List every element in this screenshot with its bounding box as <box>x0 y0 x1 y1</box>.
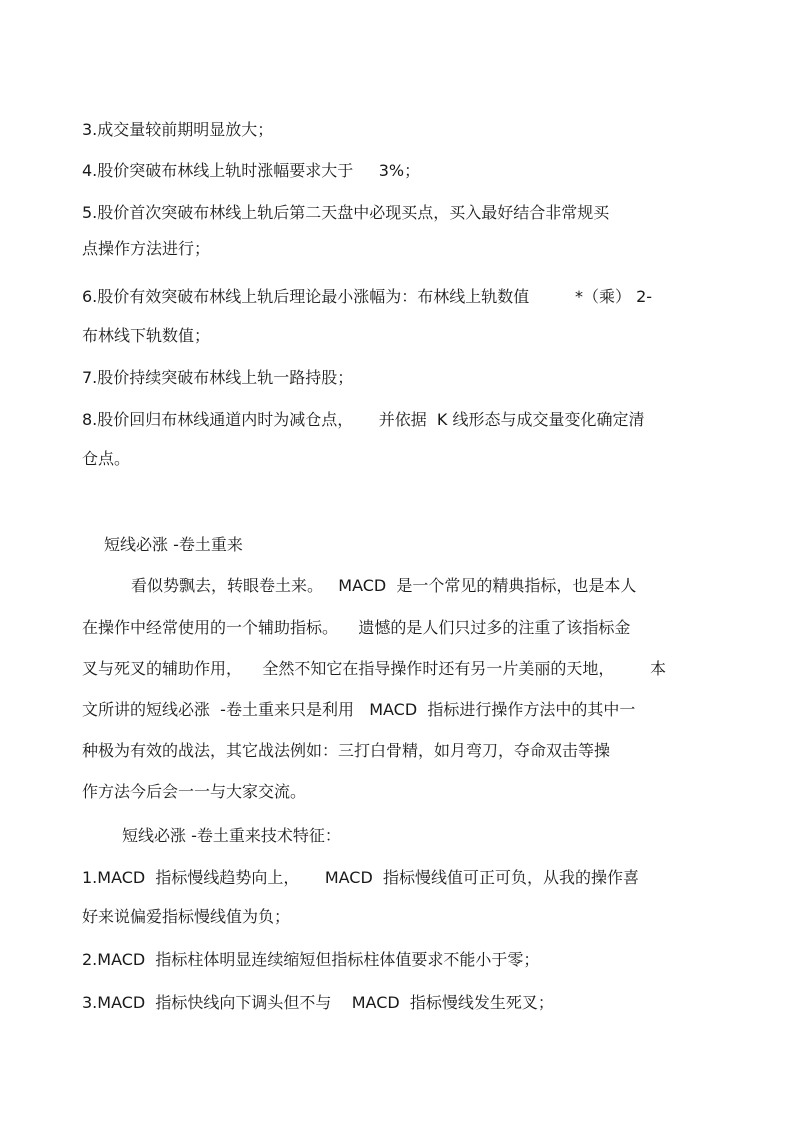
feature-3: 3.MACD 指标快线向下调头但不与 MACD 指标慢线发生死叉； <box>82 993 554 1012</box>
paragraph-line: 文所讲的短线必涨 -卷土重来只是利用 MACD 指标进行操作方法中的其中一 <box>82 700 636 719</box>
feature-1-line1: 1.MACD 指标慢线趋势向上， MACD 指标慢线值可正可负，从我的操作喜 <box>82 868 639 887</box>
list-item-5-line2: 点操作方法进行； <box>82 239 211 258</box>
list-item-4: 4.股价突破布林线上轨时涨幅要求大于 3%； <box>82 161 421 180</box>
paragraph-line: 叉与死叉的辅助作用， 全然不知它在指导操作时还有另一片美丽的天地， 本 <box>82 659 666 678</box>
list-item-8-line2: 仓点。 <box>82 449 131 468</box>
list-item-6-line2: 布林线下轨数值； <box>82 326 211 345</box>
features-title: 短线必涨 -卷土重来技术特征： <box>122 826 341 845</box>
list-item-8-line1: 8.股价回归布林线通道内时为减仓点， 并依据 K 线形态与成交量变化确定清 <box>82 410 645 429</box>
list-item-6-line1: 6.股价有效突破布林线上轨后理论最小涨幅为：布林线上轨数值 *（乘） 2- <box>82 287 653 306</box>
feature-1-line2: 好来说偏爱指标慢线值为负； <box>82 907 291 926</box>
list-item-3: 3.成交量较前期明显放大； <box>82 120 274 139</box>
list-item-7: 7.股价持续突破布林线上轨一路持股； <box>82 368 354 387</box>
paragraph-line: 看似势飘去，转眼卷土来。 MACD 是一个常见的精典指标，也是本人 <box>131 576 637 595</box>
feature-2: 2.MACD 指标柱体明显连续缩短但指标柱体值要求不能小于零； <box>82 950 540 969</box>
section-title: 短线必涨 -卷土重来 <box>104 535 243 554</box>
paragraph-line: 作方法今后会一一与大家交流。 <box>82 782 307 801</box>
list-item-5-line1: 5.股价首次突破布林线上轨后第二天盘中必现买点，买入最好结合非常规买 <box>82 203 610 222</box>
paragraph-line: 种极为有效的战法，其它战法例如：三打白骨精，如月弯刀，夺命双击等操 <box>82 741 611 760</box>
paragraph-line: 在操作中经常使用的一个辅助指标。 遗憾的是人们只过多的注重了该指标金 <box>82 618 631 637</box>
